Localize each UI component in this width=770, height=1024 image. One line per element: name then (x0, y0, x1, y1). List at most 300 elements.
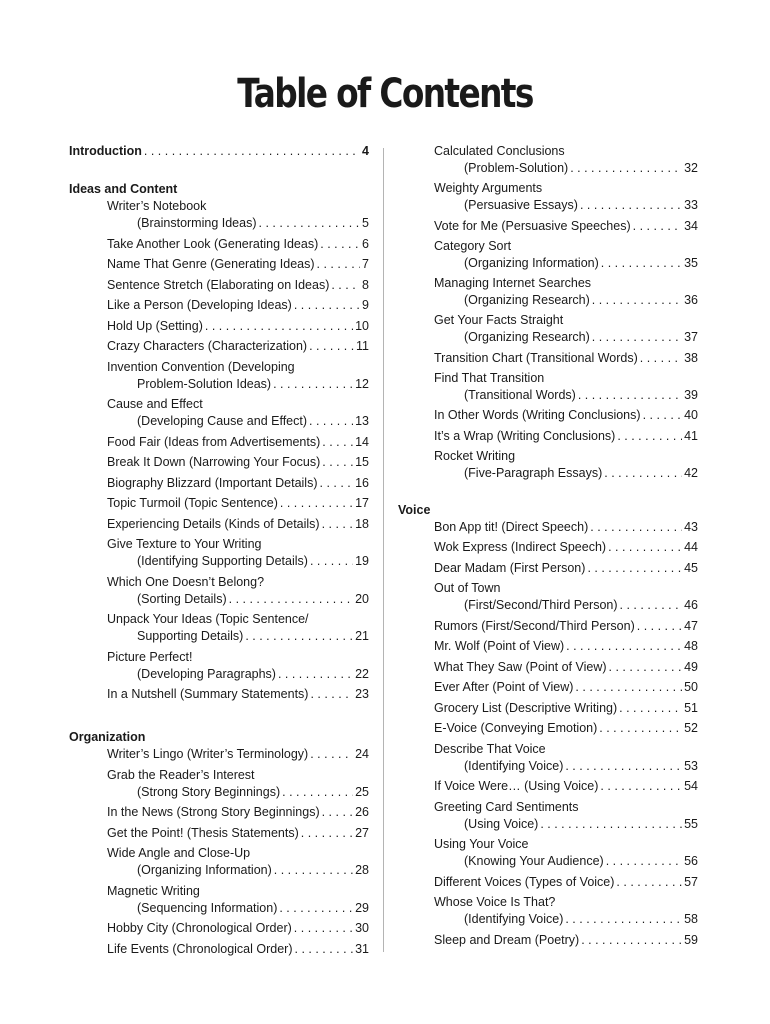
toc-entry (69, 574, 369, 608)
toc-entry-title: Bon App tit! (Direct Speech) (434, 519, 589, 534)
toc-entry (398, 407, 698, 424)
toc-entry (398, 618, 698, 635)
toc-entry-line (107, 900, 369, 917)
toc-entry-line (434, 465, 698, 482)
toc-entry (398, 932, 698, 949)
toc-entry-line (434, 143, 698, 160)
toc-entry-line (107, 825, 369, 842)
toc-entry-title: Which One Doesn’t Belong? (107, 574, 265, 589)
toc-page-number: 14 (355, 434, 369, 449)
toc-column-left (69, 143, 369, 958)
toc-entry-line (107, 215, 369, 232)
toc-entry-title: In the News (Strong Story Beginnings) (107, 805, 320, 819)
toc-page-number: 27 (355, 825, 369, 840)
toc-entry-line (107, 256, 369, 273)
toc-entry (398, 180, 698, 214)
toc-page-number: 54 (684, 779, 698, 794)
toc-page-number: 47 (684, 618, 698, 633)
toc-entry-line (434, 638, 698, 655)
toc-entry (69, 475, 369, 492)
toc-entry (69, 318, 369, 335)
dot-leader (599, 255, 682, 272)
toc-entry-title: Hobby City (Chronological Order) (107, 921, 292, 935)
dot-leader (203, 318, 353, 335)
dot-leader (318, 236, 360, 253)
section-ideas-entries (69, 198, 369, 703)
toc-entry (398, 894, 698, 928)
toc-entry-line (107, 475, 369, 492)
dot-leader (590, 329, 682, 346)
toc-entry-line (107, 862, 369, 879)
toc-page-number: 26 (355, 805, 369, 819)
toc-page-number: 49 (684, 659, 698, 674)
toc-entry-line (434, 836, 698, 853)
toc-entry-title: Greeting Card Sentiments (434, 799, 579, 814)
toc-page-number: 43 (684, 519, 698, 534)
toc-entry (69, 941, 369, 958)
dot-leader (564, 638, 682, 655)
dot-leader (614, 874, 682, 891)
toc-page-number: 45 (684, 560, 698, 575)
toc-entry-title: Writer’s Lingo (Writer’s Terminology) (107, 747, 309, 761)
toc-entry-line (434, 853, 698, 870)
toc-page-number: 56 (684, 854, 698, 869)
dot-leader (568, 160, 682, 177)
toc-entry-title: (Identifying Voice) (464, 758, 564, 773)
toc-entry-line (434, 758, 698, 775)
toc-entry-title: It’s a Wrap (Writing Conclusions) (434, 428, 616, 443)
toc-entry-title: Topic Turmoil (Topic Sentence) (107, 496, 278, 510)
toc-page-number: 24 (355, 747, 369, 761)
dot-leader (278, 495, 353, 512)
toc-entry (69, 396, 369, 430)
toc-entry-line (107, 359, 369, 376)
toc-entry (69, 920, 369, 937)
column-divider (383, 148, 384, 952)
toc-entry (398, 799, 698, 833)
toc-page-number: 51 (684, 700, 698, 715)
toc-entry-line (434, 799, 698, 816)
dot-leader (607, 659, 683, 676)
toc-entry-title: (Identifying Supporting Details) (137, 554, 308, 568)
dot-leader (329, 277, 360, 294)
toc-page-number: 50 (684, 680, 698, 695)
toc-page-number: 6 (362, 236, 369, 251)
dot-leader (538, 816, 682, 833)
toc-entry-title: Find That Transition (434, 371, 545, 386)
toc-entry (69, 198, 369, 232)
toc-entry-line (434, 560, 698, 577)
toc-entry-line (107, 198, 369, 215)
toc-page-number: 7 (362, 257, 369, 271)
toc-entry-title: Wok Express (Indirect Speech) (434, 540, 607, 555)
toc-entry-line (434, 160, 698, 177)
toc-entry-line (107, 941, 369, 958)
dot-leader (641, 407, 683, 424)
toc-page-number: 13 (355, 414, 369, 428)
dot-leader (635, 618, 682, 635)
toc-entry-line (107, 804, 369, 821)
toc-entry (398, 741, 698, 775)
toc-page-number: 36 (684, 293, 698, 308)
toc-page-number: 16 (355, 475, 369, 490)
toc-entry-title: Vote for Me (Persuasive Speeches) (434, 218, 631, 233)
toc-entry-line (107, 338, 369, 355)
toc-entry-title: (Organizing Information) (464, 255, 599, 270)
toc-entry-title: Break It Down (Narrowing Your Focus) (107, 455, 321, 469)
toc-page-number: 42 (684, 465, 698, 480)
dot-leader (588, 519, 682, 536)
dot-leader (307, 413, 353, 430)
dot-leader (243, 628, 353, 645)
toc-entry-line (107, 574, 369, 591)
toc-entry (398, 659, 698, 676)
toc-entry-title: (Developing Paragraphs) (137, 666, 276, 681)
toc-page-number: 58 (684, 912, 698, 927)
toc-entry-line (434, 218, 698, 235)
toc-page-number: 21 (355, 629, 369, 643)
toc-entry-introduction (69, 143, 369, 160)
toc-entry-line (434, 539, 698, 556)
toc-entry-line (434, 894, 698, 911)
toc-entry (398, 218, 698, 235)
toc-entry-title: Ever After (Point of View) (434, 680, 574, 695)
toc-entry-line (107, 746, 369, 763)
toc-page-number: 40 (684, 408, 698, 423)
toc-page-number: 32 (684, 161, 698, 175)
toc-entry-line (107, 376, 369, 393)
toc-entry (398, 679, 698, 696)
toc-entry (398, 519, 698, 536)
toc-entry-line (434, 932, 698, 949)
section-voice-entries (398, 519, 698, 949)
toc-entry-title: (Organizing Research) (464, 330, 590, 345)
page-title: Table of Contents (237, 71, 533, 117)
toc-entry-title: Dear Madam (First Person) (434, 560, 586, 575)
toc-entry-title: Invention Convention (Developing (107, 359, 295, 374)
toc-page-number: 20 (355, 591, 369, 606)
dot-leader (579, 932, 682, 949)
toc-entry-line (434, 275, 698, 292)
toc-page-number: 30 (355, 921, 369, 935)
toc-entry (398, 700, 698, 717)
dot-leader (308, 686, 353, 703)
toc-entry (398, 370, 698, 404)
toc-entry-line (434, 312, 698, 329)
toc-entry-line (107, 413, 369, 430)
toc-entry-title: E-Voice (Conveying Emotion) (434, 721, 598, 736)
toc-page-number: 44 (684, 540, 698, 555)
section-heading-organization: Organization (69, 730, 146, 744)
toc-page-number: 57 (684, 874, 698, 889)
toc-page-number: 8 (362, 277, 369, 292)
toc-entry-title: (Transitional Words) (464, 388, 576, 403)
toc-entry (69, 649, 369, 683)
toc-entry (398, 428, 698, 445)
toc-entry-line (107, 883, 369, 900)
toc-entry-title: Get Your Facts Straight (434, 313, 564, 328)
dot-leader (308, 553, 353, 570)
toc-entry-title: If Voice Were… (Using Voice) (434, 779, 599, 794)
dot-leader (597, 720, 682, 737)
toc-entry-title: (Organizing Information) (137, 863, 272, 877)
toc-entry-line (434, 329, 698, 346)
toc-entry-title: Magnetic Writing (107, 883, 200, 898)
dot-leader (307, 338, 354, 355)
toc-entry-title: Using Your Voice (434, 837, 529, 852)
toc-entry-title: Rocket Writing (434, 448, 516, 463)
toc-page-number: 46 (684, 598, 698, 613)
toc-entry-title: Sentence Stretch (Elaborating on Ideas) (107, 277, 330, 292)
dot-leader (615, 428, 682, 445)
toc-entry-title: Cause and Effect (107, 397, 203, 411)
dot-leader (602, 465, 682, 482)
toc-entry-title: (First/Second/Third Person) (464, 598, 618, 613)
toc-entry-line (434, 448, 698, 465)
toc-page-number: 29 (355, 900, 369, 915)
dot-leader (227, 591, 353, 608)
section-heading-voice: Voice (398, 502, 431, 517)
dot-leader (606, 539, 682, 556)
toc-entry-title: Calculated Conclusions (434, 144, 565, 158)
toc-entry-title: In a Nutshell (Summary Statements) (107, 687, 309, 701)
dot-leader (320, 804, 353, 821)
toc-entry-title: Biography Blizzard (Important Details) (107, 475, 318, 490)
toc-entry-title: Supporting Details) (137, 629, 244, 643)
toc-entry-line (107, 686, 369, 703)
dot-leader (272, 862, 353, 879)
toc-entry-line (434, 874, 698, 891)
toc-entry (398, 580, 698, 614)
dot-leader (617, 700, 682, 717)
toc-entry-title: Give Texture to Your Writing (107, 537, 262, 551)
toc-entry-line (107, 845, 369, 862)
toc-entry-line (107, 434, 369, 451)
toc-entry-title: (Problem-Solution) (464, 161, 569, 175)
toc-page-number: 17 (355, 496, 369, 510)
toc-entry (398, 778, 698, 795)
toc-page-number: 12 (355, 376, 369, 391)
toc-entry-title: Experiencing Details (Kinds of Details) (107, 516, 320, 531)
dot-leader (308, 746, 353, 763)
toc-entry-line (434, 580, 698, 597)
toc-entry-line (434, 816, 698, 833)
section-heading-ideas: Ideas and Content (69, 182, 178, 196)
toc-entry (69, 277, 369, 294)
toc-entry (398, 448, 698, 482)
toc-entry-line (434, 255, 698, 272)
toc-entry-line (434, 292, 698, 309)
toc-page-number: 41 (684, 428, 698, 443)
dot-leader (598, 778, 682, 795)
toc-entry-line (107, 628, 369, 645)
toc-page-number: 48 (684, 639, 698, 654)
dot-leader (142, 143, 360, 160)
toc-entry-line (434, 911, 698, 928)
toc-entry-title: (Brainstorming Ideas) (137, 216, 257, 230)
toc-entry-line (434, 597, 698, 614)
toc-entry-title: (Five-Paragraph Essays) (464, 465, 603, 480)
toc-entry-title: Life Events (Chronological Order) (107, 941, 293, 956)
toc-entry-title: Transition Chart (Transitional Words) (434, 350, 638, 365)
toc-entry (69, 825, 369, 842)
toc-page-number: 23 (355, 687, 369, 701)
toc-entry (69, 359, 369, 393)
toc-entry-title: (Organizing Research) (464, 293, 590, 308)
toc-page-number: 52 (684, 721, 698, 736)
toc-entry-line (434, 700, 698, 717)
toc-entry-title: Managing Internet Searches (434, 276, 592, 291)
toc-page-number: 55 (684, 816, 698, 831)
toc-entry-title: Different Voices (Types of Voice) (434, 874, 615, 889)
toc-entry-line (107, 784, 369, 801)
toc-entry-line (434, 387, 698, 404)
toc-entry-line (107, 649, 369, 666)
toc-entry (69, 883, 369, 917)
dot-leader (277, 900, 353, 917)
toc-entry-title: Crazy Characters (Characterization) (107, 339, 308, 353)
toc-entry-line (434, 350, 698, 367)
toc-entry-line (107, 297, 369, 314)
toc-page-number: 19 (355, 554, 369, 568)
toc-entry-title: Get the Point! (Thesis Statements) (107, 825, 299, 840)
toc-entry-title: (Identifying Voice) (464, 912, 564, 927)
toc-entry-line (434, 519, 698, 536)
toc-entry (69, 767, 369, 801)
toc-page-number: 4 (362, 144, 369, 158)
toc-entry-title: (Sequencing Information) (137, 900, 278, 915)
toc-page-number: 10 (355, 318, 369, 333)
toc-entry-line (107, 277, 369, 294)
toc-page-number: 33 (684, 198, 698, 213)
toc-page-number: 22 (355, 666, 369, 681)
dot-leader (299, 825, 353, 842)
toc-entry-title: (Strong Story Beginnings) (137, 784, 281, 799)
dot-leader (293, 941, 354, 958)
dot-leader (271, 376, 353, 393)
toc-entry (69, 495, 369, 512)
toc-entry-line (434, 659, 698, 676)
toc-entry-line (434, 720, 698, 737)
toc-entry-title: Unpack Your Ideas (Topic Sentence/ (107, 612, 309, 626)
dot-leader (576, 387, 682, 404)
dot-leader (563, 758, 682, 775)
toc-entry-line (434, 679, 698, 696)
toc-entry-line (434, 180, 698, 197)
toc-entry-title: Category Sort (434, 238, 512, 253)
dot-leader (585, 560, 682, 577)
dot-leader (257, 215, 361, 232)
toc-entry-line (107, 591, 369, 608)
toc-page-number: 18 (355, 516, 369, 531)
toc-entry-title: Problem-Solution Ideas) (137, 376, 272, 391)
section-organization-cont-entries (398, 143, 698, 482)
toc-entry (398, 539, 698, 556)
dot-leader (573, 679, 682, 696)
toc-entry-line (107, 318, 369, 335)
toc-entry-line (107, 920, 369, 937)
toc-entry-title: Grab the Reader’s Interest (107, 767, 255, 782)
toc-entry-line (434, 407, 698, 424)
toc-entry (398, 238, 698, 272)
toc-entry (69, 536, 369, 570)
dot-leader (276, 666, 353, 683)
toc-entry (398, 874, 698, 891)
toc-entry-line (107, 236, 369, 253)
toc-page-number: 53 (684, 758, 698, 773)
dot-leader (320, 516, 354, 533)
toc-entry-title: Picture Perfect! (107, 649, 193, 664)
toc-entry-title: Like a Person (Developing Ideas) (107, 298, 292, 312)
toc-page-number: 38 (684, 350, 698, 365)
dot-leader (604, 853, 682, 870)
toc-entry (69, 516, 369, 533)
toc-entry-line (434, 428, 698, 445)
toc-entry (69, 236, 369, 253)
toc-entry (69, 686, 369, 703)
toc-entry-line (107, 396, 369, 413)
toc-page-number: 11 (356, 339, 369, 353)
toc-entry-line (107, 495, 369, 512)
toc-entry-title: (Using Voice) (464, 816, 539, 831)
toc-entry-title: Hold Up (Setting) (107, 318, 203, 333)
toc-entry-title: Introduction (69, 144, 142, 158)
toc-entry-title: Whose Voice Is That? (434, 895, 556, 910)
toc-entry-title: Weighty Arguments (434, 181, 543, 196)
toc-entry (69, 454, 369, 471)
toc-entry (69, 338, 369, 355)
toc-entry-title: Take Another Look (Generating Ideas) (107, 236, 319, 251)
toc-entry-line (434, 618, 698, 635)
toc-column-right (398, 143, 698, 949)
toc-entry-title: (Persuasive Essays) (464, 198, 578, 213)
toc-page-number: 5 (362, 216, 369, 230)
toc-entry (69, 746, 369, 763)
toc-entry-title: (Sorting Details) (137, 591, 227, 606)
dot-leader (578, 197, 682, 214)
dot-leader (320, 454, 353, 471)
toc-entry-line (107, 516, 369, 533)
dot-leader (320, 434, 353, 451)
dot-leader (318, 475, 354, 492)
dot-leader (638, 350, 682, 367)
dot-leader (618, 597, 683, 614)
toc-page-number: 9 (362, 298, 369, 312)
toc-entry (69, 297, 369, 314)
toc-page-number: 59 (684, 932, 698, 947)
toc-entry (69, 804, 369, 821)
toc-entry (69, 434, 369, 451)
toc-entry (398, 836, 698, 870)
dot-leader (315, 256, 361, 273)
toc-entry (398, 275, 698, 309)
toc-entry (398, 560, 698, 577)
toc-entry-title: Describe That Voice (434, 741, 546, 756)
toc-entry-title: Name That Genre (Generating Ideas) (107, 257, 315, 271)
toc-entry (69, 845, 369, 879)
toc-entry-line (434, 370, 698, 387)
toc-entry-line (107, 536, 369, 553)
toc-page-number: 39 (684, 388, 698, 403)
toc-entry-title: Out of Town (434, 581, 501, 596)
toc-page-number: 34 (684, 218, 698, 233)
toc-entry-title: Rumors (First/Second/Third Person) (434, 618, 635, 633)
toc-page-number: 35 (684, 255, 698, 270)
toc-entry-line (434, 778, 698, 795)
toc-entry-line (434, 741, 698, 758)
section-organization-entries (69, 746, 369, 958)
toc-entry-title: Sleep and Dream (Poetry) (434, 932, 580, 947)
